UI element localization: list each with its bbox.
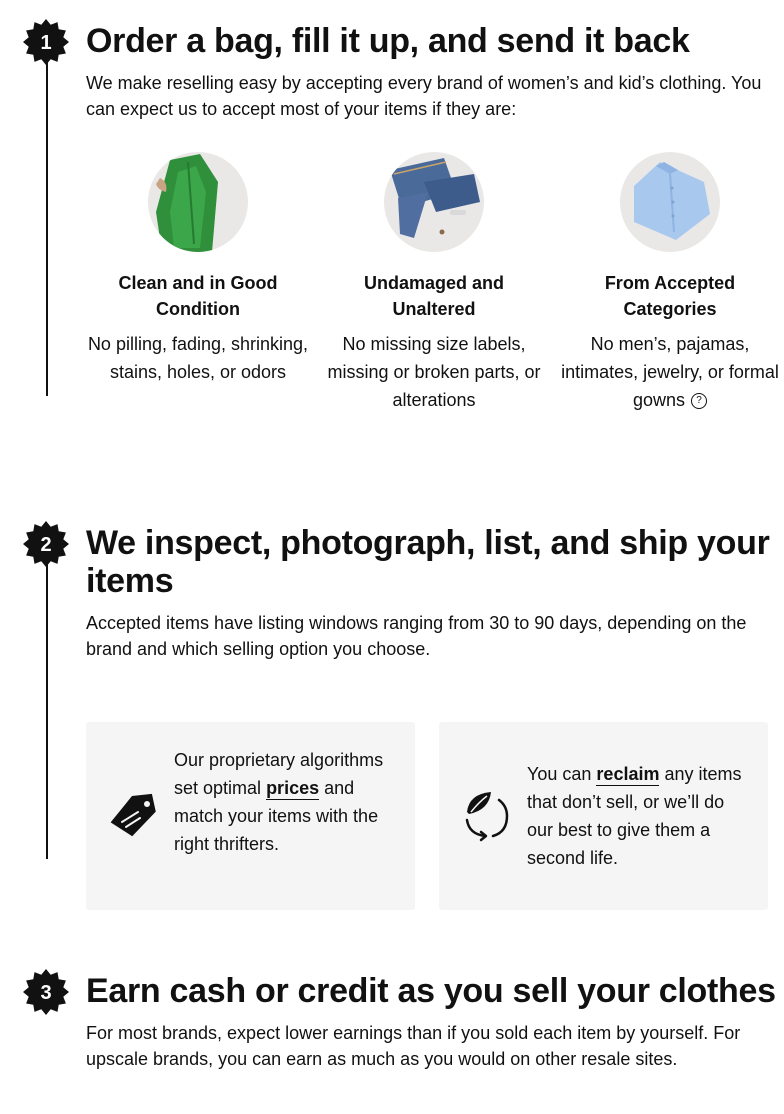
starburst-badge-icon bbox=[22, 968, 70, 1016]
green-sweater-photo bbox=[148, 152, 248, 252]
reclaim-text-before: You can bbox=[527, 764, 592, 784]
criterion-text: No missing size labels, missing or broken parts, or alterations bbox=[327, 334, 541, 410]
criterion-undamaged bbox=[320, 152, 548, 414]
step-3-title: Earn cash or credit as you sell your clothes bbox=[86, 972, 776, 1010]
step-1-number: 1 bbox=[40, 32, 52, 54]
step-3-number: 3 bbox=[40, 982, 52, 1004]
starburst-badge-icon bbox=[22, 18, 70, 66]
pricing-text-before: Our proprietary algorithms set optimal bbox=[174, 750, 384, 798]
criterion-text-value: No men’s, pajamas, intimates, jewelry, or formal gowns bbox=[561, 334, 779, 410]
recycle-leaf-icon bbox=[461, 788, 513, 847]
criterion-title: Undamaged and Unaltered bbox=[363, 273, 505, 319]
step-1-badge bbox=[22, 18, 70, 66]
blue-shirt-photo bbox=[620, 152, 720, 252]
help-icon[interactable]: ? bbox=[691, 393, 707, 409]
criterion-text: No pilling, fading, shrinking, stains, holes, or odors bbox=[87, 334, 309, 382]
step-1-description: We make reselling easy by accepting every brand of women’s and kid’s clothing. You can expect us to accept most of your items if they are: bbox=[86, 73, 762, 119]
step-2-number: 2 bbox=[40, 534, 52, 556]
criterion-accepted-categories bbox=[556, 152, 784, 414]
pricing-text-after: and match your items with the right thrifters. bbox=[174, 778, 379, 854]
step-2-title: We inspect, photograph, list, and ship your items bbox=[86, 524, 770, 600]
pricing-card bbox=[86, 722, 415, 910]
step-3-badge bbox=[22, 968, 70, 1016]
criterion-text bbox=[556, 330, 784, 414]
timeline-line-step-2 bbox=[46, 546, 48, 859]
acceptance-criteria bbox=[84, 152, 784, 422]
step-1-title: Order a bag, fill it up, and send it back bbox=[86, 22, 690, 60]
step-2-description: Accepted items have listing windows ranging from 30 to 90 days, depending on the brand and which selling option you choose. bbox=[86, 613, 747, 659]
step-2-badge bbox=[22, 520, 70, 568]
folded-jeans-photo bbox=[384, 152, 484, 252]
starburst-badge-icon bbox=[22, 520, 70, 568]
reclaim-card bbox=[439, 722, 768, 910]
criterion-title: From Accepted Categories bbox=[604, 273, 736, 319]
prices-link[interactable]: prices bbox=[266, 778, 320, 798]
reclaim-link[interactable]: reclaim bbox=[596, 764, 660, 784]
reclaim-card-text bbox=[527, 760, 747, 872]
pricing-card-text bbox=[174, 746, 394, 858]
price-tag-icon bbox=[108, 792, 158, 843]
timeline-line-step-1 bbox=[46, 44, 48, 396]
step-3-description: For most brands, expect lower earnings than if you sold each item by yourself. For upscale brands, you can earn as much as you would on other resale sites. bbox=[86, 1023, 741, 1069]
criterion-title: Clean and in Good Condition bbox=[118, 273, 278, 319]
criterion-clean bbox=[84, 152, 312, 386]
reclaim-text-after: any items that don’t sell, or we’ll do our best to give them a second life. bbox=[527, 764, 742, 868]
